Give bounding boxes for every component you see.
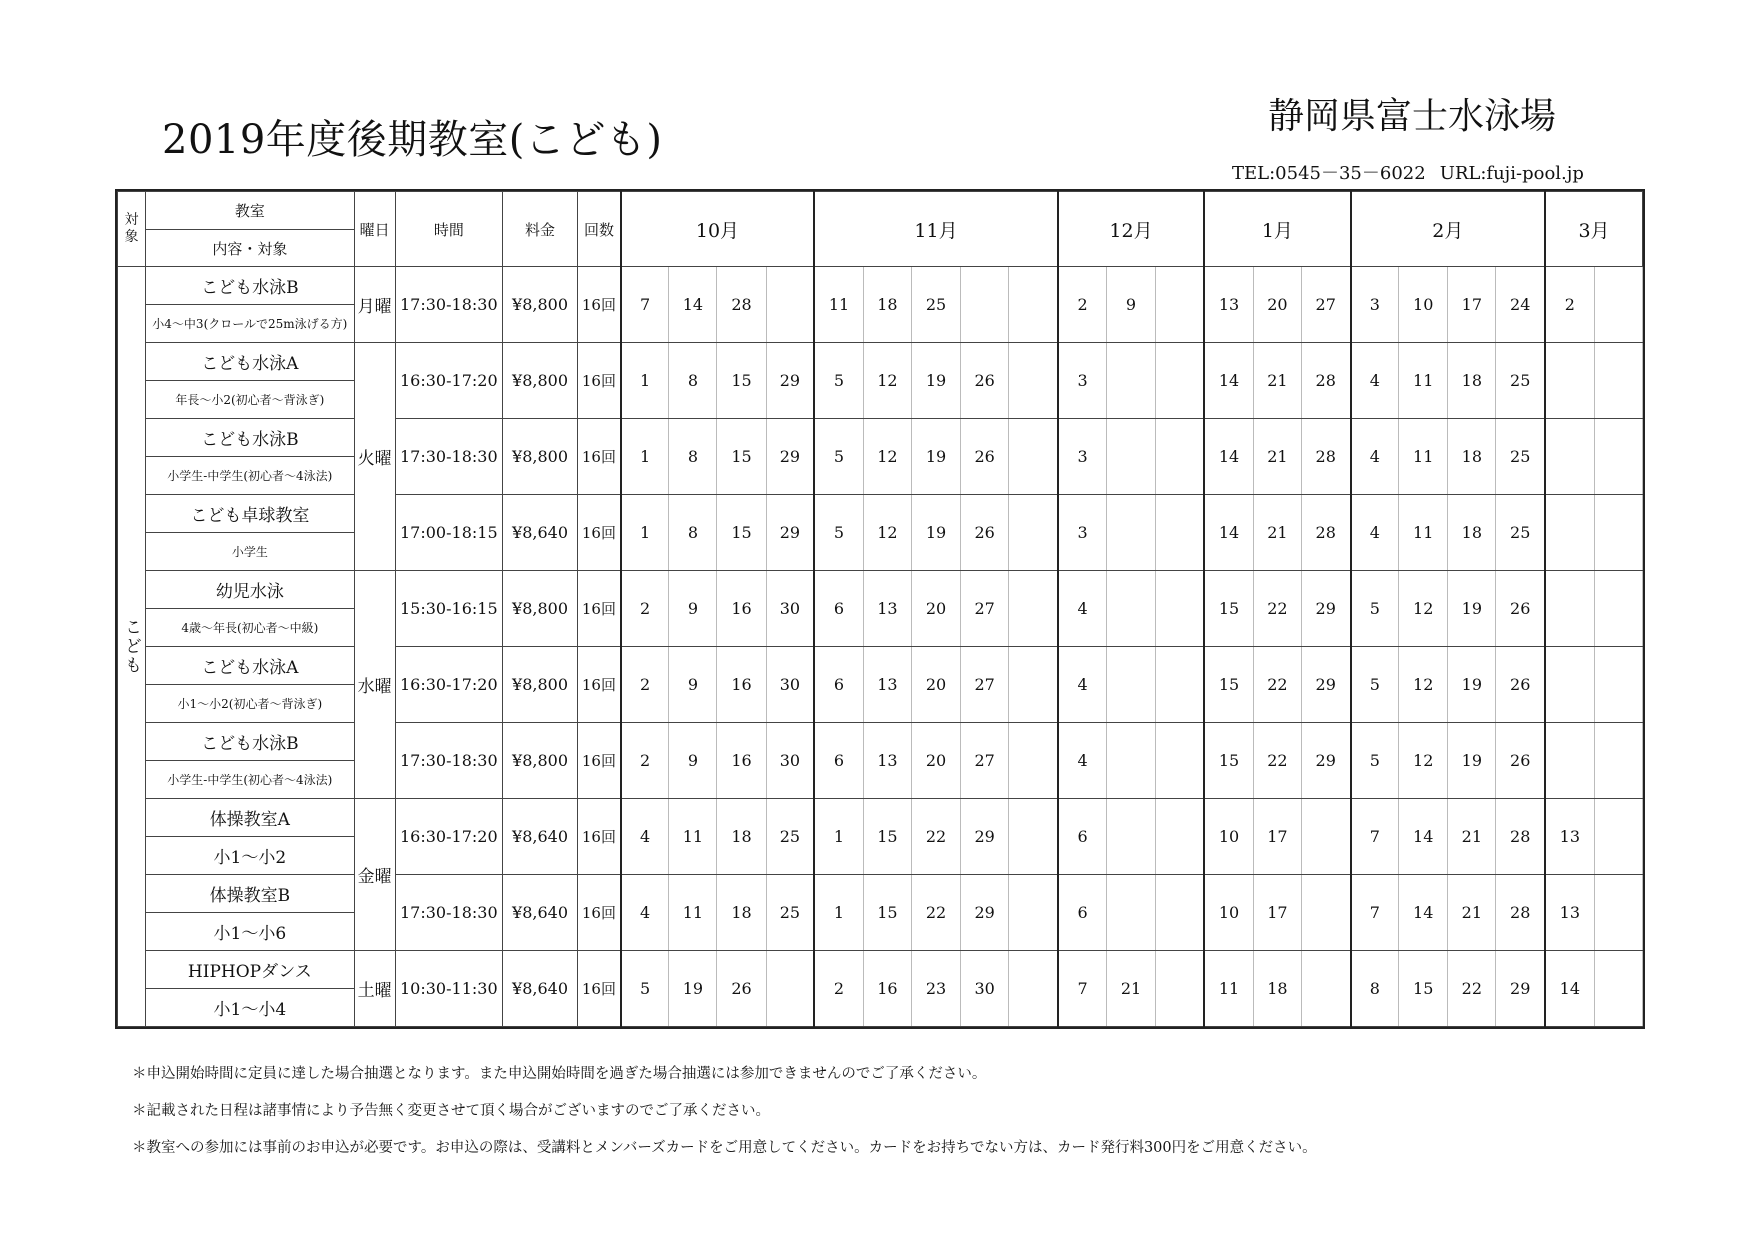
session-date-nov [1009, 951, 1058, 1027]
session-date-oct: 15 [717, 343, 766, 419]
session-date-feb: 8 [1351, 951, 1399, 1027]
schedule-row [118, 571, 1643, 609]
day-of-week: 火曜 [354, 343, 395, 571]
session-date-feb: 17 [1448, 267, 1496, 343]
session-date-oct: 8 [669, 419, 717, 495]
session-date-nov: 27 [961, 571, 1009, 647]
day-of-week: 金曜 [354, 799, 395, 951]
session-date-feb: 19 [1448, 723, 1496, 799]
session-date-oct [766, 267, 814, 343]
session-date-nov [1009, 495, 1058, 571]
session-date-dec [1155, 647, 1204, 723]
session-date-jan: 21 [1253, 495, 1301, 571]
session-date-dec [1155, 419, 1204, 495]
session-date-dec [1155, 799, 1204, 875]
session-date-oct: 15 [717, 419, 766, 495]
session-date-feb: 5 [1351, 723, 1399, 799]
class-fee: ¥8,800 [502, 571, 577, 647]
schedule-row [118, 799, 1643, 837]
class-name: こども水泳B [146, 723, 355, 761]
session-date-nov: 19 [911, 419, 960, 495]
session-date-feb: 4 [1351, 495, 1399, 571]
session-date-jan: 21 [1253, 343, 1301, 419]
note-2: ＊記載された日程は諸事情により予告無く変更させて頂く場合がございますのでご了承ください。 [132, 1103, 770, 1119]
class-name: こども水泳B [146, 419, 355, 457]
class-description: 小学生-中学生(初心者～4泳法) [146, 761, 355, 799]
day-of-week: 土曜 [354, 951, 395, 1027]
class-description: 小1～小4 [146, 989, 355, 1027]
schedule-row [118, 647, 1643, 685]
session-date-feb: 10 [1399, 267, 1448, 343]
class-name: こども水泳A [146, 343, 355, 381]
day-of-week: 月曜 [354, 267, 395, 343]
session-date-nov [1009, 571, 1058, 647]
class-name: こども水泳B [146, 267, 355, 305]
class-description: 4歳～年長(初心者～中級) [146, 609, 355, 647]
session-date-jan: 28 [1301, 419, 1350, 495]
session-date-oct: 9 [669, 571, 717, 647]
session-date-jan: 20 [1253, 267, 1301, 343]
session-date-nov: 5 [814, 343, 863, 419]
session-date-oct: 15 [717, 495, 766, 571]
header-time: 時間 [395, 192, 502, 267]
session-date-oct: 2 [621, 571, 669, 647]
session-date-dec [1155, 875, 1204, 951]
header-count: 回数 [578, 192, 621, 267]
session-date-mar: 2 [1545, 267, 1594, 343]
schedule-row [118, 951, 1643, 989]
session-date-nov: 12 [863, 419, 911, 495]
session-date-feb: 11 [1399, 495, 1448, 571]
contact-url: URL:fuji-pool.jp [1439, 163, 1584, 184]
session-date-nov: 29 [961, 875, 1009, 951]
session-date-dec [1107, 875, 1155, 951]
class-count: 16回 [578, 647, 621, 723]
contact-info [1232, 159, 1598, 185]
session-date-mar [1545, 343, 1594, 419]
session-date-nov: 18 [863, 267, 911, 343]
session-date-feb: 19 [1448, 647, 1496, 723]
session-date-jan: 11 [1204, 951, 1253, 1027]
class-name: こども水泳A [146, 647, 355, 685]
session-date-dec: 9 [1107, 267, 1155, 343]
session-date-dec [1155, 267, 1204, 343]
class-fee: ¥8,640 [502, 495, 577, 571]
session-date-feb: 18 [1448, 495, 1496, 571]
session-date-nov [1009, 419, 1058, 495]
facility-name: 静岡県富士水泳場 [1268, 96, 1557, 137]
class-time: 17:30-18:30 [395, 419, 502, 495]
session-date-feb: 25 [1496, 419, 1545, 495]
session-date-jan: 29 [1301, 571, 1350, 647]
session-date-feb: 26 [1496, 723, 1545, 799]
session-date-dec: 4 [1058, 723, 1107, 799]
session-date-nov: 26 [961, 495, 1009, 571]
class-count: 16回 [578, 799, 621, 875]
header-class: 教室 [146, 192, 355, 230]
class-time: 16:30-17:20 [395, 799, 502, 875]
session-date-dec [1107, 571, 1155, 647]
session-date-mar: 13 [1545, 875, 1594, 951]
session-date-oct: 8 [669, 343, 717, 419]
session-date-jan: 14 [1204, 343, 1253, 419]
session-date-dec [1155, 951, 1204, 1027]
session-date-oct: 30 [766, 571, 814, 647]
session-date-mar [1594, 571, 1642, 647]
note-3: ＊教室への参加には事前のお申込が必要です。お申込の際は、受講料とメンバーズカードをご用意してください。カードをお持ちでない方は、カード発行料300円をご用意ください。 [132, 1140, 1317, 1156]
class-count: 16回 [578, 267, 621, 343]
session-date-oct: 14 [669, 267, 717, 343]
session-date-dec: 6 [1058, 875, 1107, 951]
class-time: 17:30-18:30 [395, 875, 502, 951]
class-time: 17:30-18:30 [395, 723, 502, 799]
session-date-jan: 14 [1204, 419, 1253, 495]
session-date-nov: 26 [961, 419, 1009, 495]
session-date-oct: 1 [621, 343, 669, 419]
session-date-jan: 18 [1253, 951, 1301, 1027]
header-month-feb: 2月 [1351, 192, 1546, 267]
class-fee: ¥8,640 [502, 951, 577, 1027]
class-time: 16:30-17:20 [395, 647, 502, 723]
session-date-nov: 27 [961, 723, 1009, 799]
session-date-oct: 16 [717, 647, 766, 723]
contact-tel: TEL:0545－35－6022 [1232, 163, 1426, 184]
session-date-oct: 29 [766, 343, 814, 419]
session-date-nov: 6 [814, 723, 863, 799]
session-date-nov: 22 [911, 799, 960, 875]
session-date-jan: 14 [1204, 495, 1253, 571]
session-date-mar [1545, 419, 1594, 495]
schedule-table [117, 191, 1643, 1027]
session-date-mar: 13 [1545, 799, 1594, 875]
session-date-oct: 18 [717, 875, 766, 951]
session-date-dec [1107, 799, 1155, 875]
class-fee: ¥8,640 [502, 875, 577, 951]
class-description: 小1～小2 [146, 837, 355, 875]
class-count: 16回 [578, 495, 621, 571]
session-date-nov: 19 [911, 495, 960, 571]
session-date-dec [1107, 495, 1155, 571]
session-date-nov [961, 267, 1009, 343]
session-date-nov: 26 [961, 343, 1009, 419]
session-date-oct: 30 [766, 647, 814, 723]
session-date-feb: 12 [1399, 647, 1448, 723]
session-date-mar [1545, 647, 1594, 723]
session-date-feb: 22 [1448, 951, 1496, 1027]
session-date-nov: 1 [814, 799, 863, 875]
session-date-oct: 5 [621, 951, 669, 1027]
session-date-oct: 18 [717, 799, 766, 875]
session-date-feb: 26 [1496, 647, 1545, 723]
session-date-nov: 16 [863, 951, 911, 1027]
session-date-jan: 10 [1204, 799, 1253, 875]
session-date-oct: 9 [669, 647, 717, 723]
session-date-nov: 20 [911, 571, 960, 647]
session-date-feb: 12 [1399, 723, 1448, 799]
session-date-oct: 1 [621, 419, 669, 495]
session-date-dec: 3 [1058, 495, 1107, 571]
session-date-jan: 21 [1253, 419, 1301, 495]
session-date-jan: 22 [1253, 647, 1301, 723]
session-date-nov [1009, 799, 1058, 875]
session-date-nov [1009, 267, 1058, 343]
schedule-row [118, 723, 1643, 761]
session-date-feb: 21 [1448, 799, 1496, 875]
session-date-oct: 4 [621, 799, 669, 875]
session-date-feb: 4 [1351, 419, 1399, 495]
session-date-nov: 15 [863, 799, 911, 875]
session-date-nov: 6 [814, 571, 863, 647]
class-count: 16回 [578, 875, 621, 951]
notes [132, 1056, 1317, 1167]
schedule-row [118, 343, 1643, 381]
session-date-dec [1107, 343, 1155, 419]
session-date-jan: 17 [1253, 799, 1301, 875]
session-date-mar [1594, 267, 1642, 343]
class-fee: ¥8,800 [502, 647, 577, 723]
session-date-nov [1009, 723, 1058, 799]
session-date-dec [1155, 343, 1204, 419]
session-date-jan: 29 [1301, 723, 1350, 799]
session-date-jan: 10 [1204, 875, 1253, 951]
session-date-jan: 28 [1301, 495, 1350, 571]
session-date-dec: 2 [1058, 267, 1107, 343]
session-date-feb: 29 [1496, 951, 1545, 1027]
session-date-jan: 28 [1301, 343, 1350, 419]
header-month-mar: 3月 [1545, 192, 1642, 267]
session-date-mar [1594, 799, 1642, 875]
session-date-nov [1009, 647, 1058, 723]
class-time: 10:30-11:30 [395, 951, 502, 1027]
header-month-nov: 11月 [814, 192, 1058, 267]
session-date-jan [1301, 875, 1350, 951]
session-date-nov: 11 [814, 267, 863, 343]
session-date-dec: 4 [1058, 647, 1107, 723]
session-date-dec [1155, 571, 1204, 647]
session-date-feb: 14 [1399, 875, 1448, 951]
class-count: 16回 [578, 419, 621, 495]
class-fee: ¥8,800 [502, 343, 577, 419]
session-date-feb: 5 [1351, 647, 1399, 723]
class-description: 小4～中3(クロールで25m泳げる方) [146, 305, 355, 343]
session-date-nov: 27 [961, 647, 1009, 723]
session-date-feb: 28 [1496, 875, 1545, 951]
day-of-week: 水曜 [354, 571, 395, 799]
session-date-jan: 22 [1253, 723, 1301, 799]
class-description: 小1～小2(初心者～背泳ぎ) [146, 685, 355, 723]
session-date-nov: 12 [863, 495, 911, 571]
session-date-oct: 7 [621, 267, 669, 343]
session-date-nov: 20 [911, 647, 960, 723]
session-date-mar [1545, 723, 1594, 799]
session-date-nov: 6 [814, 647, 863, 723]
session-date-dec [1155, 495, 1204, 571]
session-date-dec [1107, 419, 1155, 495]
session-date-nov: 1 [814, 875, 863, 951]
session-date-oct: 8 [669, 495, 717, 571]
session-date-feb: 12 [1399, 571, 1448, 647]
class-name: HIPHOPダンス [146, 951, 355, 989]
session-date-mar [1545, 571, 1594, 647]
session-date-feb: 4 [1351, 343, 1399, 419]
session-date-oct: 26 [717, 951, 766, 1027]
class-time: 15:30-16:15 [395, 571, 502, 647]
session-date-oct: 25 [766, 799, 814, 875]
session-date-dec: 6 [1058, 799, 1107, 875]
session-date-feb: 18 [1448, 343, 1496, 419]
class-description: 年長～小2(初心者～背泳ぎ) [146, 381, 355, 419]
session-date-feb: 7 [1351, 875, 1399, 951]
session-date-oct: 30 [766, 723, 814, 799]
session-date-dec: 3 [1058, 343, 1107, 419]
session-date-oct: 25 [766, 875, 814, 951]
session-date-dec [1107, 723, 1155, 799]
class-description: 小学生 [146, 533, 355, 571]
session-date-jan: 15 [1204, 647, 1253, 723]
header-day: 曜日 [354, 192, 395, 267]
schedule-row [118, 267, 1643, 305]
session-date-feb: 21 [1448, 875, 1496, 951]
session-date-jan: 13 [1204, 267, 1253, 343]
session-date-jan [1301, 951, 1350, 1027]
session-date-mar [1594, 951, 1642, 1027]
note-1: ＊申込開始時間に定員に達した場合抽選となります。また申込開始時間を過ぎた場合抽選には参加できませんのでご了承ください。 [132, 1066, 987, 1082]
session-date-oct: 28 [717, 267, 766, 343]
session-date-oct: 2 [621, 647, 669, 723]
class-count: 16回 [578, 951, 621, 1027]
schedule-row [118, 875, 1643, 913]
session-date-oct: 11 [669, 799, 717, 875]
session-date-oct: 4 [621, 875, 669, 951]
schedule-row [118, 419, 1643, 457]
header-month-oct: 10月 [621, 192, 814, 267]
session-date-nov: 5 [814, 495, 863, 571]
session-date-oct: 19 [669, 951, 717, 1027]
session-date-nov: 20 [911, 723, 960, 799]
session-date-nov: 30 [961, 951, 1009, 1027]
session-date-oct: 11 [669, 875, 717, 951]
session-date-mar [1594, 343, 1642, 419]
session-date-jan: 17 [1253, 875, 1301, 951]
class-description: 小学生-中学生(初心者～4泳法) [146, 457, 355, 495]
session-date-dec [1155, 723, 1204, 799]
class-fee: ¥8,800 [502, 723, 577, 799]
session-date-nov [1009, 343, 1058, 419]
class-count: 16回 [578, 723, 621, 799]
session-date-oct: 16 [717, 571, 766, 647]
class-time: 17:00-18:15 [395, 495, 502, 571]
session-date-nov: 19 [911, 343, 960, 419]
session-date-nov: 22 [911, 875, 960, 951]
session-date-nov: 13 [863, 723, 911, 799]
class-fee: ¥8,800 [502, 267, 577, 343]
class-time: 16:30-17:20 [395, 343, 502, 419]
class-time: 17:30-18:30 [395, 267, 502, 343]
session-date-oct: 29 [766, 495, 814, 571]
session-date-jan: 29 [1301, 647, 1350, 723]
class-name: こども卓球教室 [146, 495, 355, 533]
session-date-feb: 11 [1399, 343, 1448, 419]
session-date-feb: 14 [1399, 799, 1448, 875]
class-name: 体操教室A [146, 799, 355, 837]
class-count: 16回 [578, 343, 621, 419]
session-date-nov: 13 [863, 647, 911, 723]
session-date-nov: 2 [814, 951, 863, 1027]
session-date-dec: 21 [1107, 951, 1155, 1027]
page-title: 2019年度後期教室(こども) [162, 117, 663, 163]
session-date-feb: 7 [1351, 799, 1399, 875]
session-date-feb: 5 [1351, 571, 1399, 647]
session-date-feb: 24 [1496, 267, 1545, 343]
session-date-nov: 5 [814, 419, 863, 495]
session-date-oct: 29 [766, 419, 814, 495]
session-date-nov: 25 [911, 267, 960, 343]
session-date-nov [1009, 875, 1058, 951]
class-fee: ¥8,640 [502, 799, 577, 875]
header-content: 内容・対象 [146, 230, 355, 267]
schedule-row [118, 495, 1643, 533]
session-date-mar [1594, 419, 1642, 495]
session-date-jan: 22 [1253, 571, 1301, 647]
session-date-mar [1594, 495, 1642, 571]
session-date-jan: 15 [1204, 571, 1253, 647]
session-date-feb: 28 [1496, 799, 1545, 875]
session-date-feb: 3 [1351, 267, 1399, 343]
session-date-dec: 3 [1058, 419, 1107, 495]
header-month-dec: 12月 [1058, 192, 1204, 267]
session-date-mar [1594, 875, 1642, 951]
session-date-oct: 1 [621, 495, 669, 571]
class-fee: ¥8,800 [502, 419, 577, 495]
session-date-nov: 15 [863, 875, 911, 951]
class-name: 幼児水泳 [146, 571, 355, 609]
header-target: 対象 [118, 192, 146, 267]
session-date-oct: 9 [669, 723, 717, 799]
session-date-nov: 12 [863, 343, 911, 419]
session-date-oct: 16 [717, 723, 766, 799]
session-date-feb: 19 [1448, 571, 1496, 647]
class-name: 体操教室B [146, 875, 355, 913]
session-date-feb: 26 [1496, 571, 1545, 647]
target-label: こども [118, 267, 146, 1027]
session-date-dec: 4 [1058, 571, 1107, 647]
session-date-feb: 25 [1496, 495, 1545, 571]
session-date-nov: 13 [863, 571, 911, 647]
session-date-oct: 2 [621, 723, 669, 799]
class-count: 16回 [578, 571, 621, 647]
header-fee: 料金 [502, 192, 577, 267]
session-date-jan: 15 [1204, 723, 1253, 799]
session-date-nov: 29 [961, 799, 1009, 875]
session-date-feb: 18 [1448, 419, 1496, 495]
session-date-oct [766, 951, 814, 1027]
session-date-dec: 7 [1058, 951, 1107, 1027]
session-date-jan: 27 [1301, 267, 1350, 343]
session-date-mar [1545, 495, 1594, 571]
session-date-feb: 15 [1399, 951, 1448, 1027]
session-date-feb: 11 [1399, 419, 1448, 495]
session-date-feb: 25 [1496, 343, 1545, 419]
header-month-jan: 1月 [1204, 192, 1350, 267]
session-date-mar [1594, 647, 1642, 723]
session-date-mar: 14 [1545, 951, 1594, 1027]
session-date-dec [1107, 647, 1155, 723]
session-date-jan [1301, 799, 1350, 875]
session-date-nov: 23 [911, 951, 960, 1027]
session-date-mar [1594, 723, 1642, 799]
class-description: 小1～小6 [146, 913, 355, 951]
